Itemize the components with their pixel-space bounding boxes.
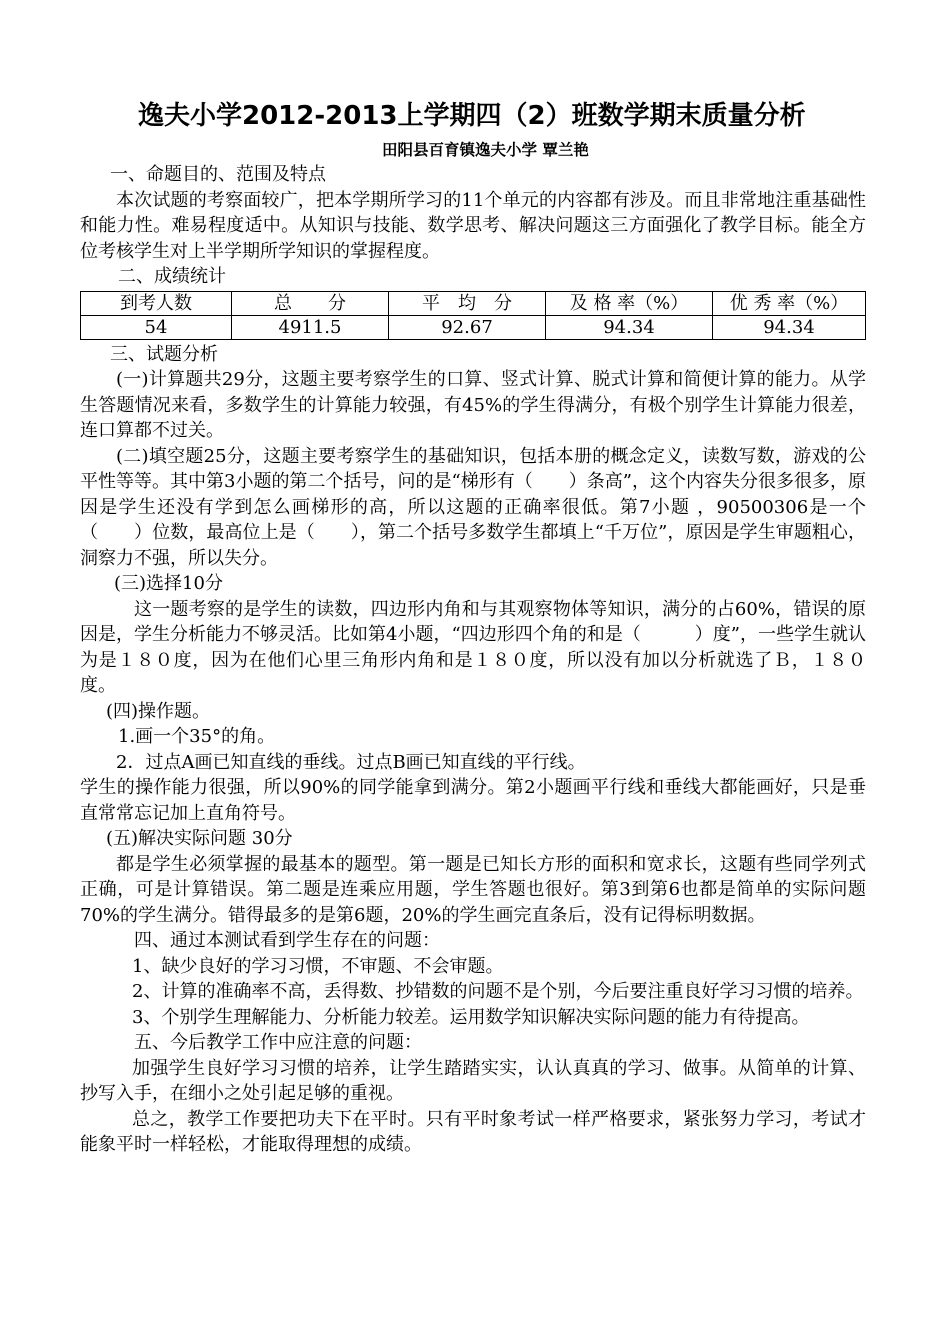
section-3-item-2: 2．过点A画已知直线的垂线。过点B画已知直线的平行线。 xyxy=(116,751,586,773)
table-cell: 54 xyxy=(81,315,232,339)
section-3-paragraph-1: (一)计算题共29分，这题主要考察学生的口算、竖式计算、脱式计算和简便计算的能力。从学生答题情况来看，多数学生的计算能力较强，有45%的学生得满分，有极个别学生计算能力很差，连口算都不过关。 xyxy=(80,369,866,441)
table-header-cell: 优 秀 率（%） xyxy=(713,291,866,315)
section-3-paragraph-5: 都是学生必须掌握的最基本的题型。第一题是已知长方形的面积和宽求长，这题有些同学列式正确，可是计算错误。第二题是连乘应用题，学生答题也很好。第3到第6也都是简单的实际问题70%的学生满分。错得最多的是第6题，20%的学生画完直条后，没有记得标明数据。 xyxy=(80,853,866,926)
table-cell: 94.34 xyxy=(713,315,866,339)
section-4-item-3: 3、个别学生理解能力、分析能力较差。运用数学知识解决实际问题的能力有待提高。 xyxy=(132,1006,810,1028)
section-1-paragraph: 本次试题的考察面较广，把本学期所学习的11个单元的内容都有涉及。而且非常地注重基础性和能力性。难易程度适中。从知识与技能、数学思考、解决问题这三方面强化了教学目标。能全方位考核学生对上半学期所学知识的掌握程度。 xyxy=(80,189,866,262)
section-3-paragraph-3: 这一题考察的是学生的读数，四边形内角和与其观察物体等知识，满分的占60%，错误的原因是，学生分析能力不够灵活。比如第4小题，“四边形四个角的和是（ ）度”，一些学生就认为是１８０度，因为在他们心里三角形内角和是１８０度，所以没有加以分析就选了Ｂ，１８０度。 xyxy=(80,598,866,696)
section-5-paragraph-1: 加强学生良好学习习惯的培养，让学生踏踏实实，认认真真的学习、做事。从简单的计算、抄写入手，在细小之处引起足够的重视。 xyxy=(80,1057,866,1104)
table-cell: 92.67 xyxy=(389,315,546,339)
section-3-subheading-3: (三)选择10分 xyxy=(114,573,223,594)
table-cell: 4911.5 xyxy=(232,315,389,339)
section-4-item-2: 2、计算的准确率不高，丢得数、抄错数的问题不是个别，今后要注重良好学习习惯的培养。 xyxy=(132,981,864,1002)
section-2-heading: 二、成绩统计 xyxy=(118,266,226,287)
table-row xyxy=(81,315,866,339)
document-author: 田阳县百育镇逸夫小学 覃兰艳 xyxy=(382,141,589,159)
section-3-paragraph-2: (二)填空题25分，这题主要考察学生的基础知识，包括本册的概念定义，读数写数，游戏的公平性等等。其中第3小题的第二个括号，问的是“梯形有（ ）条高”，这个内容失分很多很多，原因是学生还没有学到怎么画梯形的高，所以这题的正确率很低。第7小题 ，90500306是一个（ ）位数，最高位上是（ ），第二个括号多数学生都填上“千万位”，原因是学生审题粗心，洞察力不强，所以失分。 xyxy=(80,445,866,569)
document-title: 逸夫小学2012-2013上学期四（2）班数学期末质量分析 xyxy=(138,101,806,131)
section-5-heading: 五、今后教学工作中应注意的问题： xyxy=(134,1032,422,1053)
table-header-row xyxy=(81,291,866,315)
section-4-item-1: 1、缺少良好的学习习惯，不审题、不会审题。 xyxy=(132,955,504,977)
document-page xyxy=(80,96,866,1158)
section-3-item-1: 1.画一个35°的角。 xyxy=(118,726,276,747)
table-header-cell: 总 分 xyxy=(232,291,389,315)
section-1-heading: 一、命题目的、范围及特点 xyxy=(110,164,326,185)
table-cell: 94.34 xyxy=(546,315,713,339)
section-3-subheading-5: (五)解决实际问题 30分 xyxy=(106,828,293,849)
section-3-heading: 三、试题分析 xyxy=(110,343,218,365)
score-statistics-table xyxy=(80,291,866,340)
section-5-paragraph-2: 总之，教学工作要把功夫下在平时。只有平时象考试一样严格要求，紧张努力学习，考试才能象平时一样轻松，才能取得理想的成绩。 xyxy=(80,1108,866,1155)
section-4-heading: 四、通过本测试看到学生存在的问题： xyxy=(134,930,440,951)
table-header-cell: 及 格 率（%） xyxy=(546,291,713,315)
section-3-subheading-4: (四)操作题。 xyxy=(106,700,211,722)
table-header-cell: 平 均 分 xyxy=(389,291,546,315)
section-3-paragraph-4: 学生的操作能力很强，所以90%的同学能拿到满分。第2小题画平行线和垂线大都能画好，只是垂直常常忘记加上直角符号。 xyxy=(80,777,866,824)
table-header-cell: 到考人数 xyxy=(81,291,232,315)
